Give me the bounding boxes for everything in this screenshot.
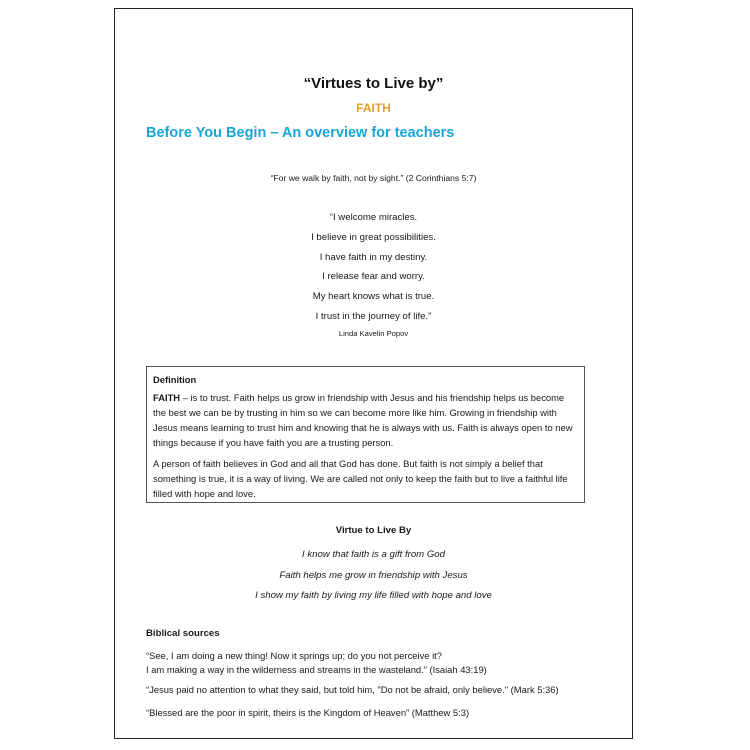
virtue-line: Faith helps me grow in friendship with Jesus: [279, 569, 468, 581]
document-page: [114, 8, 633, 739]
virtue-to-live-by-heading: Virtue to Live By: [335, 525, 412, 536]
definition-heading: Definition: [153, 374, 197, 385]
biblical-sources-heading: Biblical sources: [146, 628, 220, 639]
definition-box: [146, 366, 585, 503]
biblical-source-line: “Blessed are the poor in spirit, theirs is the Kingdom of Heaven” (Matthew 5:3): [146, 707, 470, 718]
scripture-verse: “For we walk by faith, not by sight.” (2 Corinthians 5:7): [270, 173, 477, 183]
biblical-source-item: [146, 706, 616, 720]
poem-line: I have faith in my destiny.: [319, 251, 428, 263]
poem-line: My heart knows what is true.: [312, 291, 435, 303]
definition-paragraph: [153, 390, 578, 450]
definition-term: FAITH: [153, 392, 181, 403]
biblical-source-line: I am making a way in the wilderness and streams in the wasteland.” (Isaiah 43:19): [146, 664, 487, 675]
virtue-line: I know that faith is a gift from God: [302, 549, 445, 560]
definition-text: – is to trust. Faith helps us grow in friendship with Jesus and his friendship helps us become the best we can be by trusting in him so we can become more like him. Growing in friendship with Jesus means learning to trust him and knowing that he is always with us. Faith is always open to new things because if you have faith you are a trusting person.: [153, 392, 573, 448]
document-title: “Virtues to Live by”: [303, 75, 444, 92]
biblical-source-item: [146, 649, 616, 677]
virtue-name: FAITH: [356, 101, 391, 115]
poem-author: Linda Kavelin Popov: [338, 329, 409, 338]
virtue-line: I show my faith by living my life filled with hope and love: [255, 590, 492, 601]
biblical-source-item: [146, 683, 616, 697]
poem: [115, 208, 632, 327]
section-subtitle: Before You Begin – An overview for teachers: [146, 125, 455, 141]
poem-line: “I welcome miracles.: [329, 212, 418, 223]
poem-line: I believe in great possibilities.: [311, 231, 436, 243]
virtue-to-live-by-list: [115, 545, 632, 607]
poem-line: I trust in the journey of life.”: [315, 310, 432, 322]
biblical-source-line: “Jesus paid no attention to what they said, but told him, "Do not be afraid, only believe." (Mark 5:36): [146, 684, 559, 695]
poem-line: I release fear and worry.: [322, 271, 425, 283]
biblical-source-line: “See, I am doing a new thing! Now it springs up; do you not perceive it?: [146, 650, 442, 661]
definition-paragraph: A person of faith believes in God and all that God has done. But faith is not simply a belief that something is true, it is a way of living. We are called not only to keep the faith but to live a faithful life filled with hope and love.: [153, 458, 568, 499]
